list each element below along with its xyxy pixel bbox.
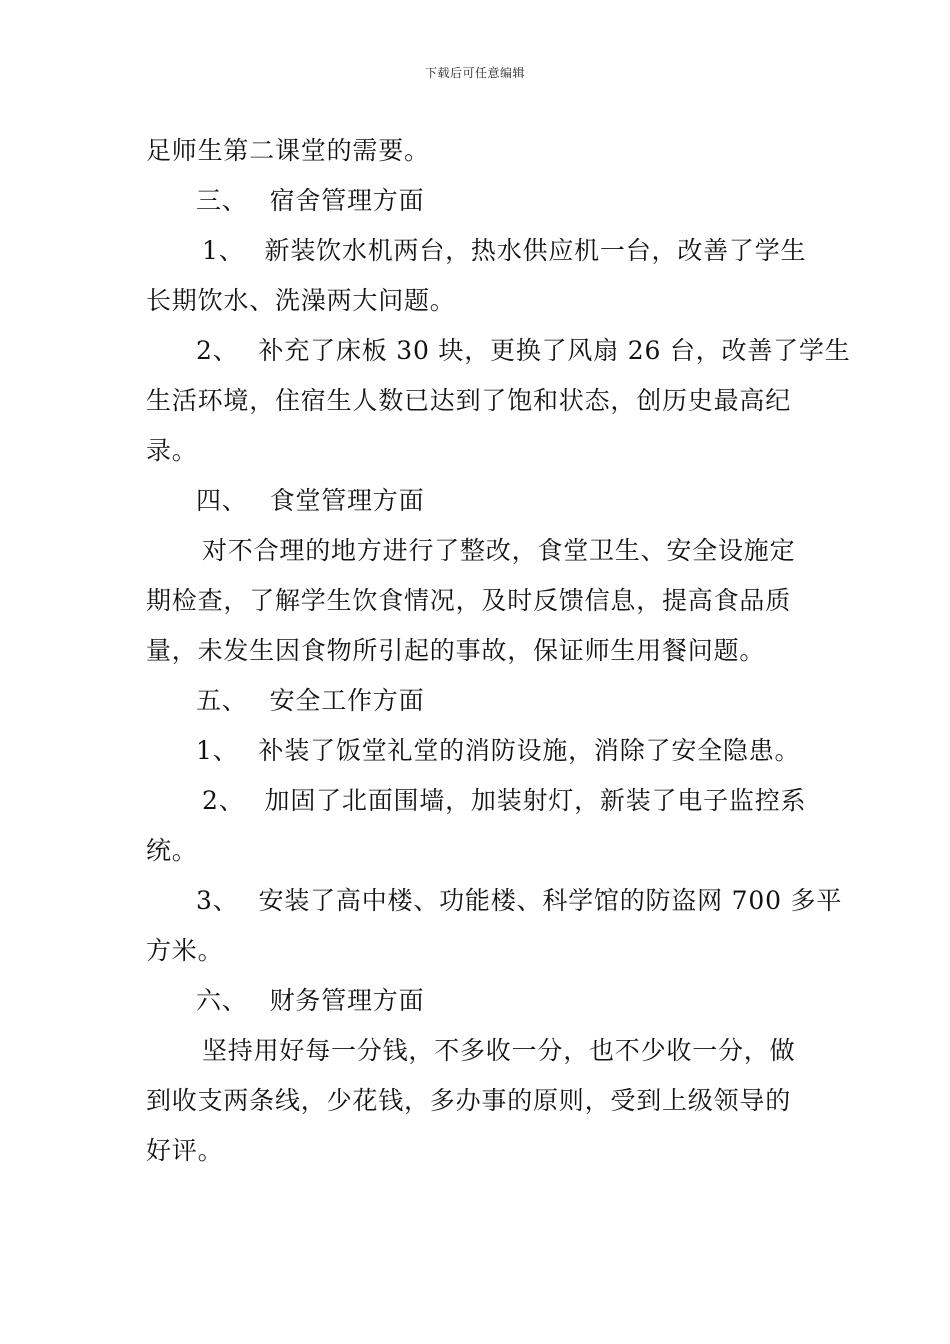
- list-item: [146, 726, 808, 776]
- paragraph-line: 好评。: [146, 1136, 224, 1165]
- section-heading-dormitory: [146, 176, 808, 226]
- paragraph-line: 到收支两条线，少花钱，多办事的原则，受到上级领导的: [146, 1086, 792, 1115]
- list-item: [146, 876, 843, 926]
- paragraph-line: 录。: [146, 436, 198, 465]
- section-heading-finance: [146, 976, 808, 1026]
- item-number: 1、: [202, 236, 245, 265]
- section-title: 食堂管理方面: [269, 486, 425, 515]
- section-heading-canteen: [146, 476, 808, 526]
- list-item: [146, 326, 851, 376]
- paragraph-line: 生活环境，住宿生人数已达到了饱和状态，创历史最高纪: [146, 386, 792, 415]
- paragraph-line: 方米。: [146, 936, 224, 965]
- item-number: 3、: [196, 886, 239, 915]
- paragraph-line: 长期饮水、洗澡两大问题。: [146, 286, 456, 315]
- section-number: 五、: [196, 686, 248, 715]
- item-number: 1、: [196, 736, 239, 765]
- page-header-note: 下载后可任意编辑: [424, 66, 525, 80]
- list-item: [146, 226, 808, 276]
- paragraph-line: 对不合理的地方进行了整改，食堂卫生、安全设施定: [202, 536, 796, 565]
- item-number: 2、: [196, 336, 239, 365]
- section-title: 宿舍管理方面: [269, 186, 425, 215]
- section-heading-safety: [146, 676, 808, 726]
- item-text: 加固了北面围墙，加装射灯，新装了电子监控系: [264, 786, 807, 815]
- section-number: 三、: [196, 186, 248, 215]
- item-text: 新装饮水机两台，热水供应机一台，改善了学生: [264, 236, 807, 265]
- item-number: 2、: [202, 786, 245, 815]
- section-number: 四、: [196, 486, 248, 515]
- paragraph-line: 量，未发生因食物所引起的事故，保证师生用餐问题。: [146, 636, 766, 665]
- item-text: 补装了饭堂礼堂的消防设施，消除了安全隐患。: [258, 736, 801, 765]
- section-number: 六、: [196, 986, 248, 1015]
- paragraph-line: 期检查，了解学生饮食情况，及时反馈信息，提高食品质: [146, 586, 792, 615]
- section-title: 安全工作方面: [269, 686, 425, 715]
- item-text: 补充了床板 30 块，更换了风扇 26 台，改善了学生: [258, 336, 851, 365]
- paragraph-line: 统。: [146, 836, 198, 865]
- item-text: 安装了高中楼、功能楼、科学馆的防盗网 700 多平: [258, 886, 843, 915]
- document-body: [146, 126, 851, 1176]
- list-item: [146, 776, 808, 826]
- section-title: 财务管理方面: [269, 986, 425, 1015]
- paragraph-line: 足师生第二课堂的需要。: [146, 136, 430, 165]
- paragraph-line: 坚持用好每一分钱，不多收一分，也不少收一分，做: [202, 1036, 796, 1065]
